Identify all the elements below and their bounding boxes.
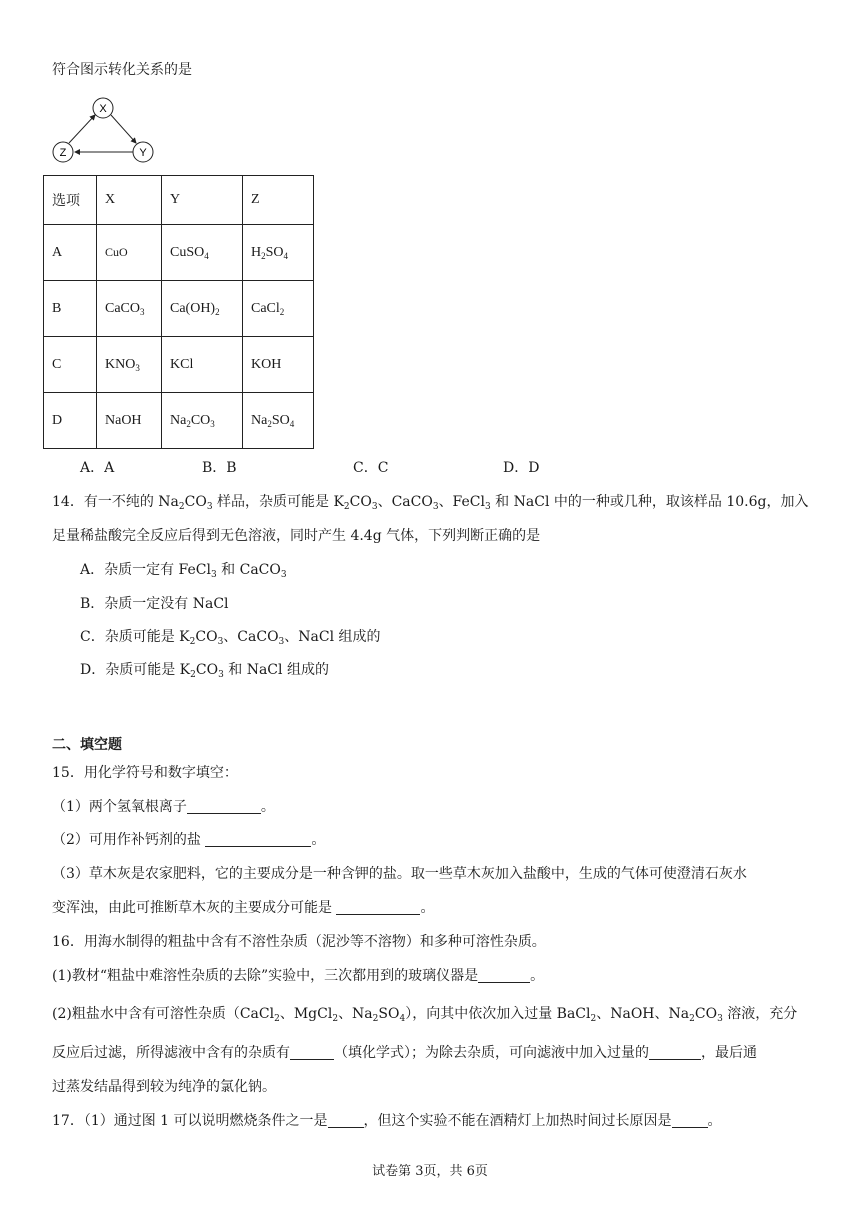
answer-blank[interactable]	[649, 1045, 701, 1060]
chem-cell: CaCl$_2$	[243, 281, 314, 337]
period: 。	[311, 832, 326, 848]
q15-part2	[52, 830, 325, 850]
page-footer: 试卷第 3页，共 6页	[372, 1164, 488, 1179]
header-cell: X	[97, 176, 162, 225]
option-cell: D	[44, 393, 97, 449]
table-row	[44, 281, 314, 337]
answer-blank[interactable]	[187, 799, 261, 814]
answer-blank[interactable]	[336, 900, 420, 915]
chem-cell: $Na_2CO_3$	[162, 393, 243, 449]
arrow-z-to-x	[69, 115, 95, 143]
table-row	[44, 225, 314, 281]
option-cell: B	[44, 281, 97, 337]
q16-part1-text: (1)教材“粗盐中难溶性杂质的去除”实验中，三次都用到的玻璃仪器是	[52, 968, 479, 984]
table-header-row	[44, 176, 314, 225]
q16-part2-text1: 反应后过滤，所得滤液中含有的杂质有	[52, 1045, 290, 1061]
chem-cell: KCl	[162, 337, 243, 393]
chem-cell: $KNO_3$	[97, 337, 162, 393]
chem-cell: CuO	[97, 225, 162, 281]
q16-part2-text3: ，最后通	[701, 1045, 757, 1061]
q16-part2-line1	[52, 1004, 797, 1029]
q15-part1-text: （1）两个氢氧根离子	[52, 799, 187, 815]
q16-part2-line2	[52, 1043, 757, 1063]
q14-stem-line1: 14．有一不纯的 $Na_2CO_3$ 样品，杂质可能是 $K_2CO_3$、CaCO$_3$、FeCl$_3$ 和 NaCl 中的一种或几种，取该样品 10.6g，加入	[52, 494, 809, 512]
chem-cell: KOH	[243, 337, 314, 393]
answer-blank[interactable]	[328, 1113, 364, 1128]
q16-part2-line3: 过蒸发结晶得到较为纯净的氯化钠。	[52, 1079, 276, 1095]
q15-part2-text: （2）可用作补钙剂的盐	[52, 832, 206, 848]
answer-blank[interactable]	[478, 968, 530, 983]
q14-choice-d: D．杂质可能是 $K_2CO_3$ 和 NaCl 组成的	[80, 662, 329, 680]
answer-blank[interactable]	[672, 1113, 708, 1128]
q15-part3-line1: （3）草木灰是农家肥料，它的主要成分是一种含钾的盐。取一些草木灰加入盐酸中，生成的气体可使澄清石灰水	[52, 866, 747, 882]
chem-cell: $H_2SO_4$	[243, 225, 314, 281]
choice-b: B．B	[202, 460, 237, 476]
node-x-label: X	[99, 103, 107, 115]
option-cell: C	[44, 337, 97, 393]
chem-cell: CaCO$_3$	[97, 281, 162, 337]
q15-part1	[52, 797, 275, 817]
chem-cell: $Ca(OH)_2$	[162, 281, 243, 337]
choice-d: D．D	[503, 460, 540, 476]
choice-c: C．C	[353, 460, 389, 476]
chem-cell: NaOH	[97, 393, 162, 449]
q17-text1: 17．（1）通过图 1 可以说明燃烧条件之一是	[52, 1113, 328, 1129]
node-z-label: Z	[59, 147, 67, 159]
q15-part3-line2	[52, 898, 434, 918]
options-table	[43, 175, 314, 449]
q16-part2-post: ），向其中依次加入过量 BaCl$_2$、NaOH、$Na_2CO_3$ 溶液，充分	[405, 1006, 798, 1024]
header-cell: Y	[162, 176, 243, 225]
chem-cell: $Na_2SO_4$	[243, 393, 314, 449]
conversion-diagram	[50, 96, 160, 166]
q15-part3-text: 变浑浊，由此可推断草木灰的主要成分可能是	[52, 900, 337, 916]
period: 。	[420, 900, 435, 916]
period: 。	[260, 799, 275, 815]
q17-stem	[52, 1111, 722, 1131]
q16-part2-text2: （填化学式）；为除去杂质，可向滤液中加入过量的	[334, 1045, 649, 1061]
q14-stem-line2: 足量稀盐酸完全反应后得到无色溶液，同时产生 4.4g 气体，下列判断正确的是	[52, 528, 541, 544]
arrow-x-to-y	[111, 115, 136, 143]
choice-a: A．A	[80, 460, 115, 476]
q14-choice-c: C．杂质可能是 $K_2CO_3$、CaCO$_3$、NaCl 组成的	[80, 629, 381, 647]
impurity-formulas: CaCl$_2$、MgCl$_2$、$Na_2SO_4$	[239, 1006, 406, 1024]
header-cell: 选项	[44, 176, 97, 225]
q16-part1	[52, 966, 544, 986]
chem-cell: CuSO$_4$	[162, 225, 243, 281]
q14-choice-a: A．杂质一定有 FeCl$_3$ 和 CaCO$_3$	[80, 562, 287, 580]
option-cell: A	[44, 225, 97, 281]
answer-blank[interactable]	[290, 1045, 334, 1060]
q16-stem: 16．用海水制得的粗盐中含有不溶性杂质（泥沙等不溶物）和多种可溶性杂质。	[52, 934, 546, 950]
table-row	[44, 337, 314, 393]
node-y-label: Y	[139, 147, 147, 159]
section-title: 二、填空题	[52, 737, 122, 753]
q14-choice-b: B．杂质一定没有 NaCl	[80, 596, 229, 612]
header-cell: Z	[243, 176, 314, 225]
q17-text2: ，但这个实验不能在酒精灯上加热时间过长原因是	[363, 1113, 672, 1129]
q13-stem: 符合图示转化关系的是	[52, 62, 192, 78]
q15-stem: 15．用化学符号和数字填空：	[52, 765, 238, 781]
answer-blank[interactable]	[205, 832, 311, 847]
period: 。	[530, 968, 545, 984]
table-row	[44, 393, 314, 449]
q16-part2-pre: (2)粗盐水中含有可溶性杂质（	[52, 1006, 240, 1022]
period: 。	[707, 1113, 722, 1129]
